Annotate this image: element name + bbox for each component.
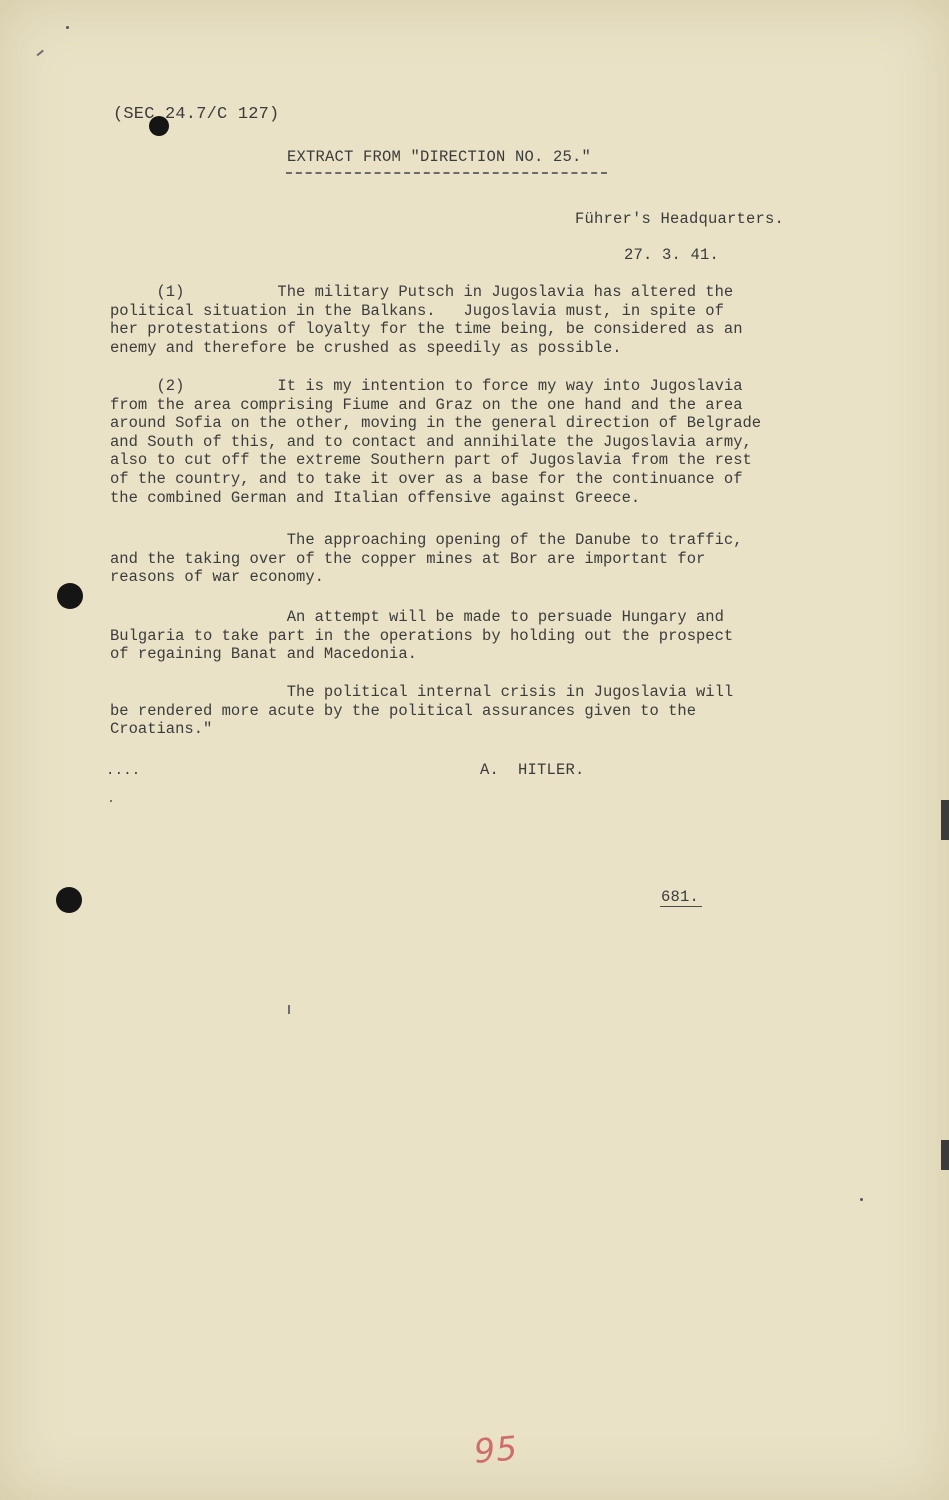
paragraph-line: reasons of war economy. [110,568,324,587]
paragraph-line: The approaching opening of the Danube to traffic, [110,531,743,549]
date-line: 27. 3. 41. [624,246,720,264]
paragraph-line: also to cut off the extreme Southern part of Jugoslavia from the rest [110,451,752,470]
paragraph-2 [110,377,800,507]
omission-marker: .... [106,763,141,779]
paragraph-line: (2) It is my intention to force my way into Jugoslavia [110,377,743,395]
paragraph-line: from the area comprising Fiume and Graz on the one hand and the area [110,395,743,414]
paragraph-line: (1) The military Putsch in Jugoslavia has altered the [110,283,734,301]
paragraph-5 [110,683,800,739]
paragraph-line: of the country, and to take it over as a base for the continuance of [110,469,743,488]
page-number: 681. [661,888,700,906]
paragraph-line: Croatians." [110,720,213,739]
punch-hole [57,583,83,609]
paragraph-line: Bulgaria to take part in the operations by holding out the prospect [110,626,734,645]
paragraph-1 [110,283,800,357]
punch-hole [56,887,82,913]
page-number-underline [660,906,702,907]
paragraph-line: enemy and therefore be crushed as speedily as possible. [110,338,622,357]
handwritten-folio-number: 95 [472,1428,520,1471]
ink-speck [66,26,69,29]
paragraph-line: The political internal crisis in Jugoslavia will [110,683,734,701]
pencil-mark [288,1005,290,1014]
document-reference: (SEC 24.7/C 127) [113,105,280,124]
paragraph-4 [110,608,800,664]
paragraph-line: be rendered more acute by the political assurances given to the [110,701,696,720]
paragraph-line: her protestations of loyalty for the time being, be considered as an [110,320,743,339]
paragraph-line: around Sofia on the other, moving in the general direction of Belgrade [110,414,762,433]
paragraph-line: the combined German and Italian offensive against Greece. [110,488,641,507]
paragraph-3 [110,531,800,587]
ink-speck [860,1198,863,1201]
paragraph-line: and South of this, and to contact and annihilate the Jugoslavia army, [110,432,752,451]
paragraph-line: of regaining Banat and Macedonia. [110,645,417,664]
title-underline [286,172,607,174]
ink-speck [110,800,112,802]
edge-stain [941,1140,949,1170]
location-line: Führer's Headquarters. [575,210,785,228]
paragraph-line: An attempt will be made to persuade Hungary and [110,608,724,626]
paragraph-line: political situation in the Balkans. Jugoslavia must, in spite of [110,301,724,320]
edge-stain [941,800,949,840]
document-title: EXTRACT FROM "DIRECTION NO. 25." [287,148,592,166]
paragraph-line: and the taking over of the copper mines at Bor are important for [110,549,706,568]
signature: A. HITLER. [480,761,585,779]
pencil-mark [36,50,43,56]
